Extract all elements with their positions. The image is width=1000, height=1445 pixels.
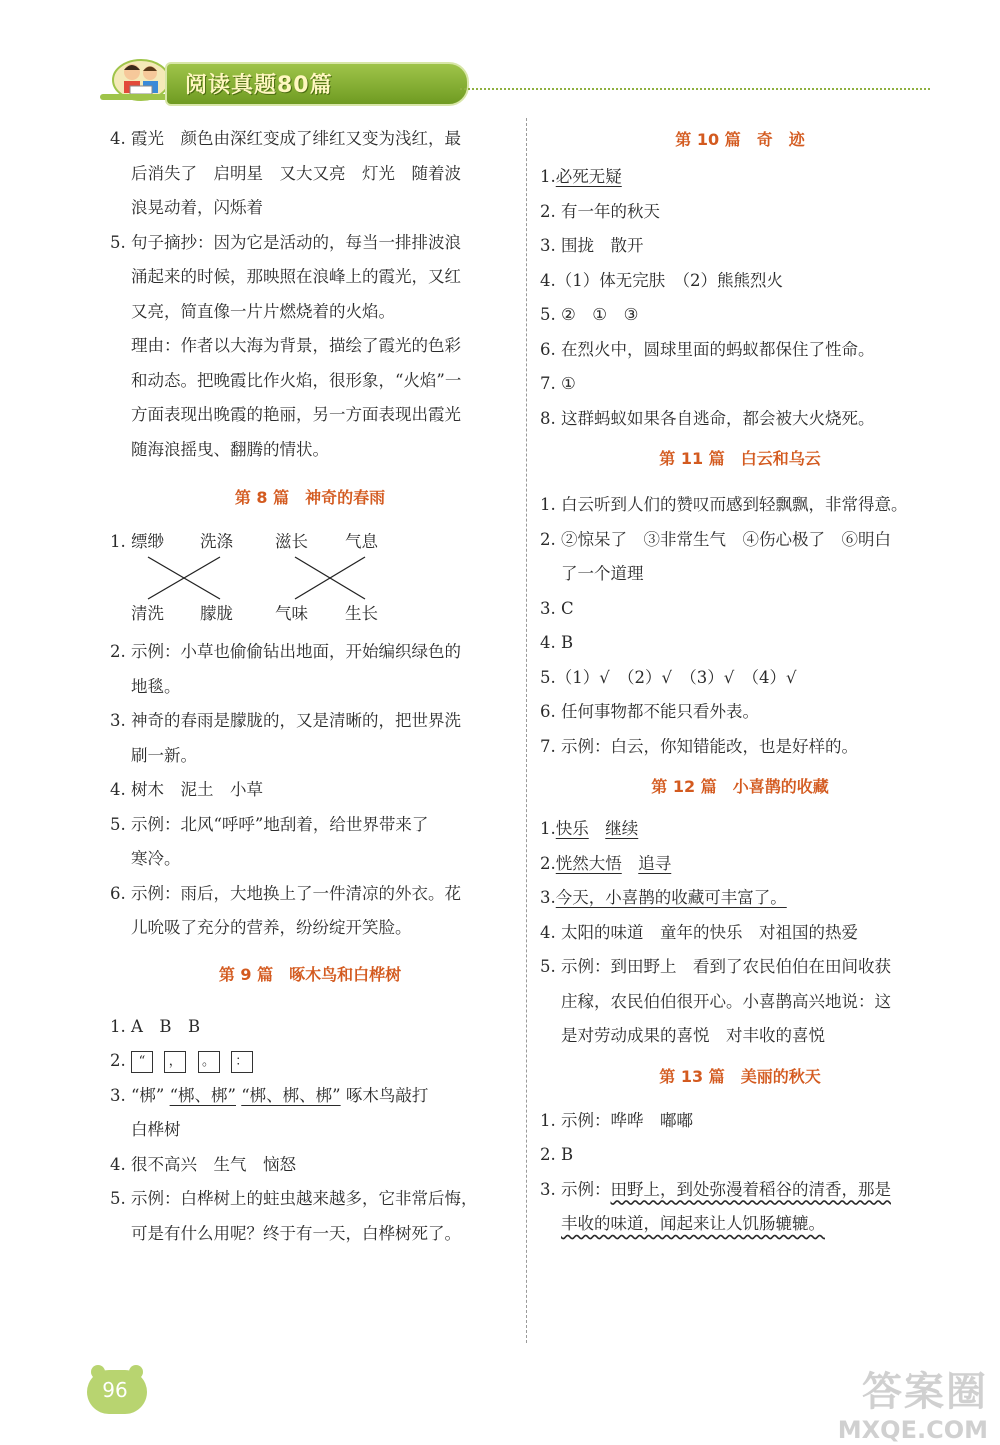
- match-word: 朦胧: [200, 604, 233, 623]
- answer-line: 3. 神奇的春雨是朦胧的，又是清晰的，把世界洗: [110, 711, 461, 730]
- answer-line: 4. 霞光 颜色由深红变成了绯红又变为浅红，最: [110, 129, 461, 148]
- answer-line: [540, 160, 940, 195]
- answer-line: 1. 示例：哗哗 嘟嘟: [540, 1110, 693, 1130]
- answer-line: 寒冷。: [131, 849, 181, 868]
- answer-line: [540, 1173, 940, 1208]
- answer-line: 5. 示例：白桦树上的蛀虫越来越多，它非常后悔，: [110, 1189, 478, 1208]
- question-number: 3.: [540, 888, 556, 907]
- answer-line: 5. 示例：到田野上 看到了农民伯伯在田间收获: [540, 957, 891, 976]
- page-number-badge: [87, 1370, 147, 1414]
- header-title: 阅读真题80篇: [185, 73, 333, 98]
- watermark-text: 答案圈: [862, 1369, 988, 1415]
- match-word: 清洗: [131, 604, 164, 623]
- answer-line: 6. 在烈火中，圆球里面的蚂蚁都保住了性命。: [540, 339, 875, 359]
- answer-line: 4. B: [540, 633, 574, 652]
- answer-line: 4. 太阳的味道 童年的快乐 对祖国的热爱: [540, 922, 858, 942]
- answer-line: 3. C: [540, 598, 574, 618]
- answer-text: 啄木鸟敲打: [345, 1085, 429, 1105]
- answer-line: 3. 围拢 散开: [540, 236, 644, 255]
- answer-line: [110, 1044, 510, 1079]
- answer-line: [540, 812, 940, 847]
- watermark-url: MXQE.COM: [837, 1416, 988, 1444]
- answer-line: 7. ①: [540, 374, 576, 393]
- answer-text: 今天，小喜鹊的收藏可丰富了。: [555, 888, 787, 907]
- answer-line: 2. 有一年的秋天: [540, 201, 660, 221]
- answer-line: 了一个道理: [561, 564, 644, 583]
- question-number: 3.: [110, 1085, 126, 1105]
- section-title-11: 第 11 篇 白云和乌云: [659, 449, 821, 468]
- answer-line: 1. A B B: [110, 1016, 201, 1036]
- answer-line: 4.（1）体无完肤 （2）熊熊烈火: [540, 270, 783, 290]
- answer-line: 2. ②惊呆了 ③非常生气 ④伤心极了 ⑥明白: [540, 529, 891, 549]
- answer-line: 浪晃动着，闪烁着: [131, 198, 263, 217]
- answer-text: 恍然大悟: [555, 853, 622, 873]
- answer-line: 是对劳动成果的喜悦 对丰收的喜悦: [561, 1026, 825, 1045]
- onomatopoeia: “梆”: [131, 1085, 165, 1105]
- section-title-10: 第 10 篇 奇 迹: [675, 130, 805, 149]
- punctuation-box: ：: [231, 1051, 253, 1073]
- match-word: 滋长: [275, 532, 308, 551]
- onomatopoeia: “梆、梆、梆”: [241, 1085, 341, 1105]
- answer-line: 5. ② ① ③: [540, 305, 639, 324]
- page-header: [100, 48, 930, 108]
- match-word: 气味: [275, 604, 308, 623]
- section-title-12: 第 12 篇 小喜鹊的收藏: [651, 777, 829, 796]
- watermark: [758, 1360, 988, 1444]
- right-column: [540, 120, 940, 1242]
- answer-line: 庄稼，农民伯伯很开心。小喜鹊高兴地说：这: [561, 991, 891, 1011]
- answer-line: 5. 示例：北风“呼呼”地刮着，给世界带来了: [110, 814, 429, 834]
- answer-text: 继续: [605, 819, 639, 838]
- question-number: 3. 示例：: [540, 1179, 611, 1199]
- answer-line: 4. 树木 泥土 小草: [110, 780, 263, 799]
- answer-line: 8. 这群蚂蚁如果各自逃命，都会被大火烧死。: [540, 408, 875, 428]
- answer-line: 6. 示例：雨后，大地换上了一件清凉的外衣。花: [110, 883, 461, 903]
- answer-text: 快乐: [555, 819, 589, 838]
- section-title-8: 第 8 篇 神奇的春雨: [234, 488, 386, 507]
- answer-line: [540, 881, 940, 916]
- header-banner: [165, 62, 469, 106]
- answer-line: 随海浪摇曳、翻腾的情状。: [131, 439, 329, 459]
- answer-line: 1. 白云听到人们的赞叹而感到轻飘飘，非常得意。: [540, 495, 908, 514]
- question-number: 2.: [540, 853, 556, 873]
- answer-line: 5.（1）√ （2）√ （3）√ （4）√: [540, 667, 797, 687]
- answer-line: 4. 很不高兴 生气 恼怒: [110, 1154, 296, 1174]
- answer-line: 2. 示例：小草也偷偷钻出地面，开始编织绿色的: [110, 642, 461, 661]
- answer-text: 追寻: [638, 853, 672, 873]
- header-dotted-line: [460, 88, 930, 90]
- answer-line: 和动态。把晚霞比作火焰，很形象，“火焰”一: [131, 370, 462, 390]
- answer-line: 6. 任何事物都不能只看外表。: [540, 702, 759, 721]
- answer-line: 后消失了 启明星 又大又亮 灯光 随着波: [131, 163, 461, 183]
- match-word: 洗涤: [200, 532, 233, 551]
- match-word: 气息: [345, 532, 378, 551]
- question-number: 1.: [110, 532, 126, 551]
- answer-line: 又亮，简直像一片片燃烧着的火焰。: [131, 301, 395, 321]
- answer-line: 地毯。: [131, 676, 181, 696]
- matching-lines: [110, 531, 410, 611]
- punctuation-box: “: [131, 1051, 153, 1073]
- answer-text: 田野上，到处弥漫着稻谷的清香，那是: [610, 1179, 891, 1199]
- section-title-13: 第 13 篇 美丽的秋天: [659, 1066, 821, 1086]
- punctuation-box: 。: [198, 1051, 220, 1073]
- answer-line: 7. 示例：白云，你知错能改，也是好样的。: [540, 736, 858, 756]
- answer-text: 丰收的味道，闻起来让人饥肠辘辘。: [561, 1214, 825, 1233]
- answer-line: [540, 847, 940, 882]
- answer-line: 涌起来的时候，那映照在浪峰上的霞光，又红: [131, 267, 461, 286]
- onomatopoeia: “梆、梆”: [169, 1085, 236, 1105]
- answer-line: 5. 句子摘抄：因为它是活动的，每当一排排波浪: [110, 232, 461, 252]
- answer-line: [540, 1207, 940, 1242]
- punctuation-box: ，: [164, 1051, 186, 1073]
- question-number: 2.: [110, 1051, 126, 1070]
- answer-line: 儿吮吸了充分的营养，纷纷绽开笑脸。: [131, 918, 412, 937]
- answer-line: 可是有什么用呢？终于有一天，白桦树死了。: [131, 1223, 461, 1243]
- page-number: 96: [102, 1378, 128, 1402]
- section-title-9: 第 9 篇 啄木鸟和白桦树: [218, 964, 402, 984]
- answer-line: [110, 1079, 510, 1114]
- answer-line: 2. B: [540, 1145, 574, 1164]
- matching-question: [110, 531, 510, 623]
- answer-line: 刷一新。: [131, 745, 197, 765]
- answer-line: 理由：作者以大海为背景，描绘了霞光的色彩: [131, 336, 461, 355]
- match-word: 缥缈: [131, 532, 164, 551]
- left-column: [110, 122, 510, 1251]
- match-word: 生长: [345, 604, 378, 623]
- answer-text: 必死无疑: [555, 167, 622, 186]
- answer-line: 方面表现出晚霞的艳丽，另一方面表现出霞光: [131, 405, 461, 424]
- question-number: 1.: [540, 167, 556, 186]
- column-divider: [526, 118, 527, 1343]
- answer-line: 白桦树: [131, 1120, 181, 1139]
- question-number: 1.: [540, 819, 556, 838]
